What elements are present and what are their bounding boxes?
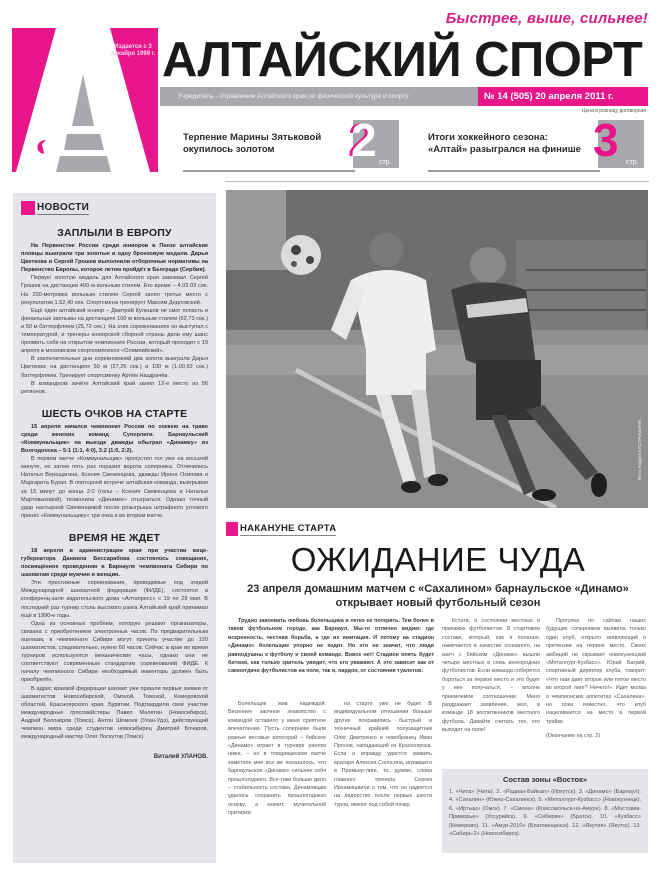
article-paragraph: Болельщик жив надеждой. Весеннее заочное знакомство с командой оставило у меня приятное впечатление. Пусть соперники были разных весовых категорий – бийское «Динамо» играет в турнире рангом ниже, – но в товарищеском матче заметное мне все же показалось, что барнаульское «Динамо» сильнее себя прошлогоднего. Все-таки больше дело – стабильность состава. Динамовцам удалось сохранить прошлогоднюю основу, а значит, мучительной притирки [228, 701, 326, 817]
news-paragraph: Ещё один алтайский юниор – Дмитрий Кулешов не смог попасть в финальные заплывы на дистанциях 100 м вольным стилем (52,73 сек.) и 50 м баттерфляем (25,72 сек.). На этих соревнованиях он выступал с температурой, и тренеры юниорской сборной страны дали ему шанс проявить себя на открытом чемпионате России, который проходит с 19 апреля в московском спорткомплексе «Олимпийский». [21, 307, 208, 355]
news-paragraph: Первую золотую медаль для Алтайского края завоевал Сергей Грошев на дистанции 400 м вольным стилем. Его время – 4.03.03 сек. На 200-метровке вольным стилем Сергей занял третье место с результатом 1.52,40 сек. Спортсмена тренирует Максим Дедловский. [21, 275, 208, 306]
issue-number: № 14 (505) 20 апреля 2011 г. [478, 87, 648, 106]
zone-box-title: Состав зоны «Восток» [502, 775, 588, 784]
teaser-rule [428, 170, 600, 172]
lead-rubric [226, 522, 336, 536]
price-note: Цена в розницу договорная [581, 108, 646, 114]
news-paragraph: В командном зачёте Алтайский край занял 12-е место из 56 регионов. [21, 380, 208, 395]
news-paragraph: Одна из основных проблем, которую решают организаторы, связана с приобретением электронных часов. По предварительным оценкам, в чемпионате Сибири могут принять участие до 120 шахматистов, следовательно, нужно 60 часов. Сейчас в крае во время турниров используются механические часы, однако они не соответствуют современным стандартам соревнований ФИДЕ. К началу чемпионата Сибири необходимый инвентарь должен быть приобретён. [21, 620, 208, 684]
article-column-4 [546, 617, 646, 741]
continuation-note[interactable]: (Окончание на стр. 2) [546, 733, 601, 740]
news-lead: 15 апреля начался чемпионат России по хоккею на траве среди женских команд Суперлиги. Барнаульский «Коммунальщик» на выезде дважды обыграл «Динамку» из Волгодонска – 5:1 (1:1, 4:0), 3:2 (1:0, 2:2). [21, 423, 208, 455]
subhead-line: открывает новый футбольный сезон [335, 597, 541, 609]
teaser-text [428, 132, 581, 156]
article-column-2 [334, 700, 432, 809]
news-rubric [21, 201, 208, 215]
page-suffix: стр. [379, 159, 392, 166]
page-number: 2 [351, 114, 377, 166]
newspaper-title: АЛТАЙСКИЙ СПОРТ [162, 33, 643, 87]
news-sidebar [13, 193, 216, 863]
article-column-1 [228, 700, 326, 818]
rubric-label: НОВОСТИ [37, 201, 90, 213]
teaser-line: окупилось золотом [183, 144, 275, 155]
since-label: Издается с 3 декабря 1999 г. [110, 44, 156, 57]
zone-east-box [442, 769, 648, 853]
slogan: Быстрее, выше, сильнее! [445, 10, 648, 27]
teaser-line: Терпение Марины Зятьковой [183, 132, 322, 143]
rubric-label: НАКАНУНЕ СТАРТА [240, 522, 337, 534]
news-lead: На Первенстве России среди юниоров в Пензе алтайские пловцы выиграли три золотые и одну бронзовую медали. Дарья Цветкова и Сергей Грошев выполнили отборочные нормативы на Первенство Европы, которое летом пройдёт в Белграде (Сербия). [21, 243, 208, 274]
news-paragraph: В заключительные дни соревнований два золота выиграла Дарья Цветкова: на дистанциях 50 м (27,26 сек.) и 100 м (1.00,92 сек.) баттерфляем. Тренирует спортсменку Артём Наздрачёв. [21, 356, 208, 379]
founder-bar: Учредитель - Управление Алтайского края по физической культуре и спорту [160, 87, 478, 106]
masthead-logo [12, 28, 158, 172]
teaser-page-3[interactable] [428, 114, 648, 172]
news-title: ШЕСТЬ ОЧКОВ НА СТАРТЕ [41, 407, 188, 420]
subhead-line: 23 апреля домашним матчем с «Сахалином» барнаульское «Динамо» [247, 583, 629, 595]
article-paragraph: Прогулка по сайтам наших будущих соперников выявила только один клуб, открыто заявляющий о претензии на первое место. Своих амбиций не скрывает новокузнецкий «Металлург-Кузбасс». Юрий Багрий, спортивный директор клуба, говорит: «Что нам дает второе или пятое место во второй лиге? Ничего!». Идет молва о чемпионских аппетитах «Сахалина», но пока известно, что клуб нацеливается на место в первой тройке. [546, 618, 646, 725]
rubric-marker [226, 522, 238, 536]
news-title: ВРЕМЯ НЕ ЖДЕТ [68, 531, 161, 544]
teaser-text [183, 132, 321, 156]
divider [225, 181, 649, 182]
rubric-marker [21, 201, 35, 215]
photo-credit: Фото Андрея КАСПРИШИНА [637, 420, 642, 481]
football-photo [226, 190, 648, 508]
teaser-rule [183, 170, 355, 172]
author-byline: Виталий УЛАНОВ. [153, 754, 208, 761]
news-paragraph: В первом матче «Коммунальщик» пропустил гол уже на восьмой минуте, но затем пять раз поразил ворота соперника. Отличились Наталья Верещагина, Ксения Свеженцева, дважды Ирина Осипова и Маргарита Бурая. В повторной встрече алтайская команда, выигрывая за 15 минут до конца 2:0 (голы – Ксения Свеженцева и Натальи Мартовыковой), позволила «Динамке» отыграться. Однако точный удар настырной Свеженцевой после розыгрыша штрафного углового принёс «Коммунальщику» три очка и во втором матче. [21, 456, 208, 519]
article-lead-paragraph: Трудно завоевать любовь болельщика и легко ее потерять. Тем более в таком футбольном городе, как Барнаул. Мы-то отлично видим: где искренность, честная борьба, а где их имитация. И потому на стадион «Динамо» болельщик упорно не ходит. Но это не значит, что люди равнодушны к футболу и своей команде. Вовсе нет! Стадион опять будет битком, как только зритель увидит, что его уважают. А это зависит как от самоотдачи футболистов на поле, так и, пардон, от состояния туалетов. [228, 618, 434, 675]
zone-box-text: 1. «Чита» (Чита). 2. «Радиан-Байкал» (Иркутск). 3. «Динамо» (Барнаул). 4. «Сахалин» (Южно-Сахалинск). 5. «Металлург-Кузбасс» (Новокузнецк). 6. «Иртыш» (Омск). 7. «Смена» (Комсомольск-на-Амуре). 8. «Мостовик-Приморье» (Уссурийск). 9. «Сибирян» (Братск). 10. «Кузбасс» (Кемерово). 11. «Амур-2010» (Благовещенск). 12. «Якутия» (Якутск). 13. «Сибирь-2» (Новосибирск). [449, 789, 641, 838]
news-paragraph: Эти престижные соревнования, проводимые под эгидой Международной шахматной федерации (ФИДЕ), состоятся в конференц-зале издательского дома «Алтапресс» с 19 по 29 мая. В последний раз турнир столь высокого ранга Алтайский край принимал ещё в 1990-е годы. [21, 580, 208, 619]
article-paragraph: Кстати, о состоянии местных и приезжих футболистов. В стартовом составе, который, как я полагаю, намечается в качестве основного, на матч с бийским «Динамо» вышли четыре местных и семь иногородних футболистов. Если команда соберется бороться за первое место и это будет у нее получаться, – вполне приемлемое соотношение. Меня раздражает заявление, мол, в команде 18 воспитанников местного футбола. Давайте считать тех, кто выходит на поле! [442, 618, 540, 734]
subheadline [226, 582, 650, 610]
article-paragraph: на старте уже не будет. В индивидуальном отношении больше других понравились быстрый и техничный крайний полузащитник Олег Дмитренко и новобранец Иван Пронов, нападающий из Красноярска. Если и вправду удастся заявить вратаря Алексея Солосина, игравшего в Премьер-лиге, то, думаю, слова главного тренера Сергея Ирхамишвили о том, что он надеется на лидерство после первых шести туров, имеют под собой почву. [334, 701, 432, 808]
page-suffix: стр. [626, 159, 639, 166]
news-paragraph: В адрес краевой федерации шахмат уже пришли первые заявки от шахматистов Новосибирской, Омской, Томской, Кемеровской областей, Красноярского края, Бурятии. Подтвердили своё участие международные гроссмейстеры Павел Малетин (Новосибирск), Андрей Белозёров (Томск), Антон Шомоев (Улан-Удэ), действующий чемпион мира среди студентов новосибирец Дмитрий Бочаров, международный мастер Олег Лоскутов (Томск). [21, 685, 208, 741]
news-lead: 18 апреля в администрации края при участии вице-губернатора Даниила Бессарабова состоялось совещание, посвящённое проведению в Барнауле чемпионата Сибири по шахматам среди мужчин и женщин. [21, 547, 208, 579]
page-number: 3 [593, 114, 619, 166]
teaser-line: Итоги хоккейного сезона: [428, 132, 548, 143]
photo-image [226, 190, 648, 508]
teaser-line: «Алтай» разыгрался на финише [428, 144, 581, 155]
article-lead [228, 617, 434, 676]
news-title: ЗАПЛЫЛИ В ЕВРОПУ [57, 227, 172, 239]
headline: ОЖИДАНИЕ ЧУДА [290, 541, 586, 578]
article-column-3 [442, 617, 540, 735]
teaser-page-2[interactable] [183, 114, 398, 172]
